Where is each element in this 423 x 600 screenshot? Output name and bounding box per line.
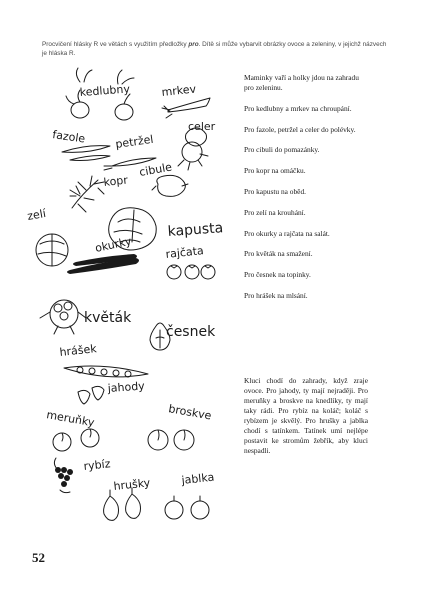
label-rybiz: rybíz bbox=[82, 457, 112, 473]
strawberries-drawing bbox=[78, 379, 146, 404]
label-jablka: jablka bbox=[180, 470, 215, 487]
beans-drawing bbox=[52, 128, 110, 160]
dill-drawing bbox=[70, 173, 129, 212]
label-broskve: broskve bbox=[167, 402, 213, 423]
label-merunky: meruňky bbox=[45, 408, 96, 430]
currants-drawing bbox=[54, 457, 111, 492]
page-number: 52 bbox=[32, 550, 45, 565]
instruction-emphasis: pro bbox=[188, 41, 199, 48]
sentence: Pro kapustu na oběd. bbox=[244, 186, 306, 196]
fruit-paragraph: Kluci chodí do zahrady, když zraje ovoce. Pro jahody, ty mají nejraději. Pro meruňky a broskve na knedlíky, ty mají taky rádi. Pro rybíz na koláč; koláč s rybízem je skvělý. Pro hrušky a jablka chodí s tatínkem. Tatínek umí nejlépe postavit ke stromům žebřík, aby kluci nespadli. bbox=[244, 376, 368, 455]
tomatoes-drawing bbox=[165, 244, 215, 279]
label-hrasek: hrášek bbox=[58, 342, 98, 359]
celery-drawing bbox=[178, 120, 216, 170]
label-celer: celer bbox=[188, 120, 216, 133]
peas-drawing bbox=[59, 342, 148, 377]
sentence: Pro kedlubny a mrkev na chroupání. bbox=[244, 103, 352, 113]
label-cesnek: česnek bbox=[166, 324, 216, 340]
label-cibule: cibule bbox=[138, 160, 173, 179]
pears-drawing bbox=[104, 476, 152, 520]
sentence: Pro zelí na krouhání. bbox=[244, 207, 306, 217]
garlic-drawing bbox=[150, 323, 216, 350]
cauliflower-drawing bbox=[40, 300, 132, 334]
label-kapusta: kapusta bbox=[167, 220, 224, 240]
instruction-before: Procvičení hlásky R ve větách s využitím předložky bbox=[42, 41, 189, 48]
label-kvetak: květák bbox=[84, 310, 132, 326]
sentence: Pro cibuli do pomazánky. bbox=[244, 145, 320, 155]
label-hrusky: hrušky bbox=[112, 476, 151, 493]
sentence: Maminky vaří a holky jdou na zahradu pro zeleninu. bbox=[244, 73, 359, 92]
sentence: Pro kopr na omáčku. bbox=[244, 166, 306, 176]
sentence: Pro hrášek na mlsání. bbox=[244, 290, 308, 300]
label-petrzel: petržel bbox=[114, 132, 155, 151]
label-kopr: kopr bbox=[102, 173, 129, 189]
label-zeli: zelí bbox=[26, 206, 47, 223]
peaches-drawing bbox=[148, 402, 213, 450]
apricots-drawing bbox=[45, 408, 99, 451]
instruction-after: . Dítě si může vybarvit obrázky ovoce a zeleniny, v jejichž názvech je hláska R. bbox=[42, 41, 387, 57]
label-fazole: fazole bbox=[51, 128, 87, 146]
label-kedlubny: kedlubny bbox=[79, 82, 131, 99]
cucumbers-drawing bbox=[67, 234, 139, 274]
sentence: Pro okurky a rajčata na salát. bbox=[244, 228, 330, 238]
kohlrabi-drawing bbox=[66, 68, 134, 120]
onion-drawing bbox=[138, 160, 188, 196]
sentence-list bbox=[244, 73, 368, 312]
sentence: Pro fazole, petržel a celer do polévky. bbox=[244, 124, 356, 134]
carrot-drawing bbox=[161, 82, 210, 118]
cabbage-drawing bbox=[26, 207, 68, 266]
label-mrkev: mrkev bbox=[160, 82, 197, 99]
apples-drawing bbox=[165, 471, 215, 519]
sentence: Pro česnek na topinky. bbox=[244, 270, 311, 280]
label-okurky: okurky bbox=[93, 234, 133, 255]
label-jahody: jahody bbox=[107, 379, 146, 395]
sentence: Pro květák na smažení. bbox=[244, 249, 313, 259]
label-rajcata: rajčata bbox=[164, 244, 205, 261]
